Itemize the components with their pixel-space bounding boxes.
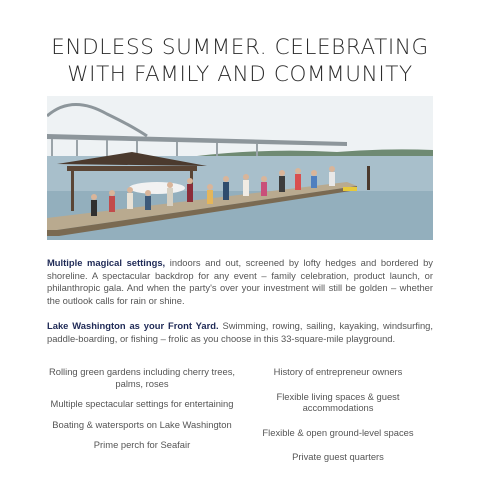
feature-item: Multiple spectacular settings for entertaining: [50, 398, 234, 409]
feature-column-right: [243, 366, 433, 463]
dock-party-photo: [47, 96, 433, 240]
photo-illustration: [47, 96, 433, 240]
feature-item: Boating & watersports on Lake Washington: [52, 418, 232, 430]
feature-item: Rolling green gardens including cherry trees, palms, roses: [48, 366, 236, 389]
headline-line-2: WITH FAMILY AND COMMUNITY: [67, 62, 413, 87]
feature-item: Flexible living spaces & guest accommodations: [276, 390, 400, 413]
page-headline: [0, 34, 480, 88]
lake-body: Swimming, rowing, sailing, kayaking, windsurfing, paddle-boarding, or fishing – frolic as you choose in this 33-square-mile playground.: [47, 320, 433, 344]
feature-item: Private guest quarters: [292, 451, 384, 462]
feature-list: [47, 366, 433, 463]
feature-item: Prime perch for Seafair: [93, 439, 191, 450]
feature-item: Flexible & open ground-level spaces: [262, 426, 414, 438]
lake-paragraph: [47, 320, 433, 345]
settings-paragraph: [47, 257, 433, 307]
lake-lead: Lake Washington as your Front Yard.: [47, 320, 219, 331]
settings-lead: Multiple magical settings,: [47, 257, 166, 268]
feature-item: History of entrepreneur owners: [273, 366, 403, 377]
settings-body: indoors and out, screened by lofty hedges and bordered by shoreline. A spectacular backdrop for any event – family celebration, product launch, or philanthropic gala. And when the party's over your investment will still be golden – whether the outlook calls for rain or shine.: [47, 257, 433, 306]
headline-line-1: ENDLESS SUMMER. CELEBRATING: [51, 35, 429, 60]
feature-column-left: [47, 366, 237, 463]
